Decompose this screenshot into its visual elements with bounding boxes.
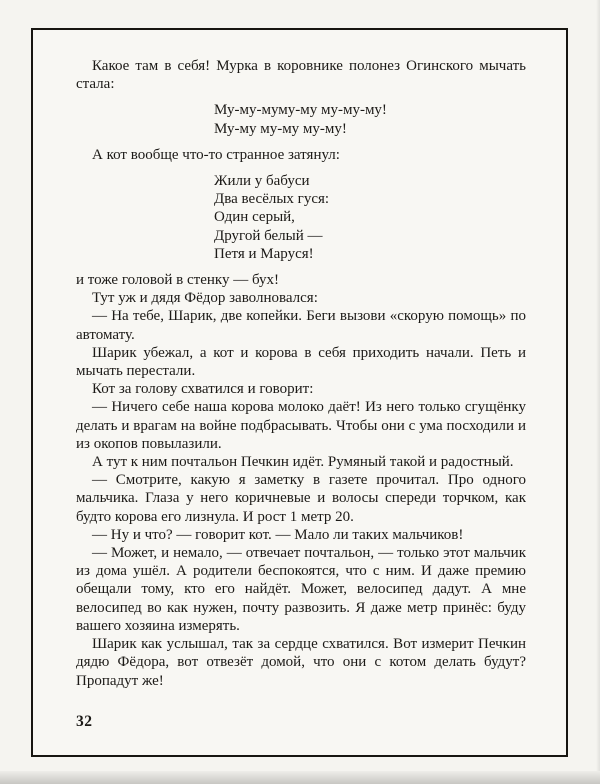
paragraph: — Может, и немало, — отвечает почтальон, — только этот мальчик из дома ушёл. А родители беспокоятся, что с ним. И даже премию обещали тому, кто его найдёт. Может, велосипед дадут. А мне велосипед во как нужен, почту развозить. Я даже метр принёс: буду вашего хозяина измерять.: [76, 545, 526, 634]
verse-line: Другой белый —: [214, 227, 323, 244]
scan-edge-shadow-bottom: [0, 771, 600, 784]
paragraph: — Ну и что? — говорит кот. — Мало ли таких мальчиков!: [92, 526, 464, 543]
paragraph: А тут к ним почтальон Печкин идёт. Румяный такой и радостный.: [92, 454, 514, 471]
paragraph: Шарик как услышал, так за сердце схватился. Вот измерит Печкин дядю Фёдора, вот отвезёт домой, что они с котом делать будут? Пропадут же!: [76, 636, 526, 689]
verse-line: Му-му-муму-му му-му-му!: [214, 102, 387, 119]
paragraph: Тут уж и дядя Фёдор заволновался:: [92, 290, 318, 307]
text-column: [76, 57, 526, 690]
verse-line: Два весёлых гуся:: [214, 191, 330, 208]
paragraph: — Смотрите, какую я заметку в газете прочитал. Про одного мальчика. Глаза у него коричневые и волосы спереди торчком, как будто корова его лизнула. И рост 1 метр 20.: [76, 472, 526, 525]
verse-block: [214, 172, 526, 263]
paragraph: и тоже головой в стенку — бух!: [76, 272, 280, 289]
paragraph: Шарик убежал, а кот и корова в себя приходить начали. Петь и мычать перестали.: [76, 344, 526, 380]
page-border-frame: [31, 28, 568, 757]
verse-line: Му-му му-му му-му!: [214, 120, 347, 137]
verse-line: Один серый,: [214, 209, 295, 226]
verse-block: [214, 101, 526, 137]
paragraph: — На тебе, Шарик, две копейки. Беги вызови «скорую помощь» по автомату.: [76, 308, 526, 343]
verse-line: Жили у бабуси: [214, 173, 310, 190]
scan-edge-shadow-right: [596, 0, 600, 784]
paragraph: А кот вообще что-то странное затянул:: [92, 146, 340, 163]
paragraph: — Ничего себе наша корова молоко даёт! Из него только сгущёнку делать и врагам на войне подбрасывать. Чтобы они с ума посходили и из окопов повылазили.: [76, 399, 526, 452]
paragraph: Кот за голову схватился и говорит:: [92, 381, 314, 398]
page-number: 32: [76, 713, 93, 730]
paragraph: Какое там в себя! Мурка в коровнике полонез Огинского мычать стала:: [76, 58, 526, 93]
verse-line: Петя и Маруся!: [214, 245, 314, 262]
